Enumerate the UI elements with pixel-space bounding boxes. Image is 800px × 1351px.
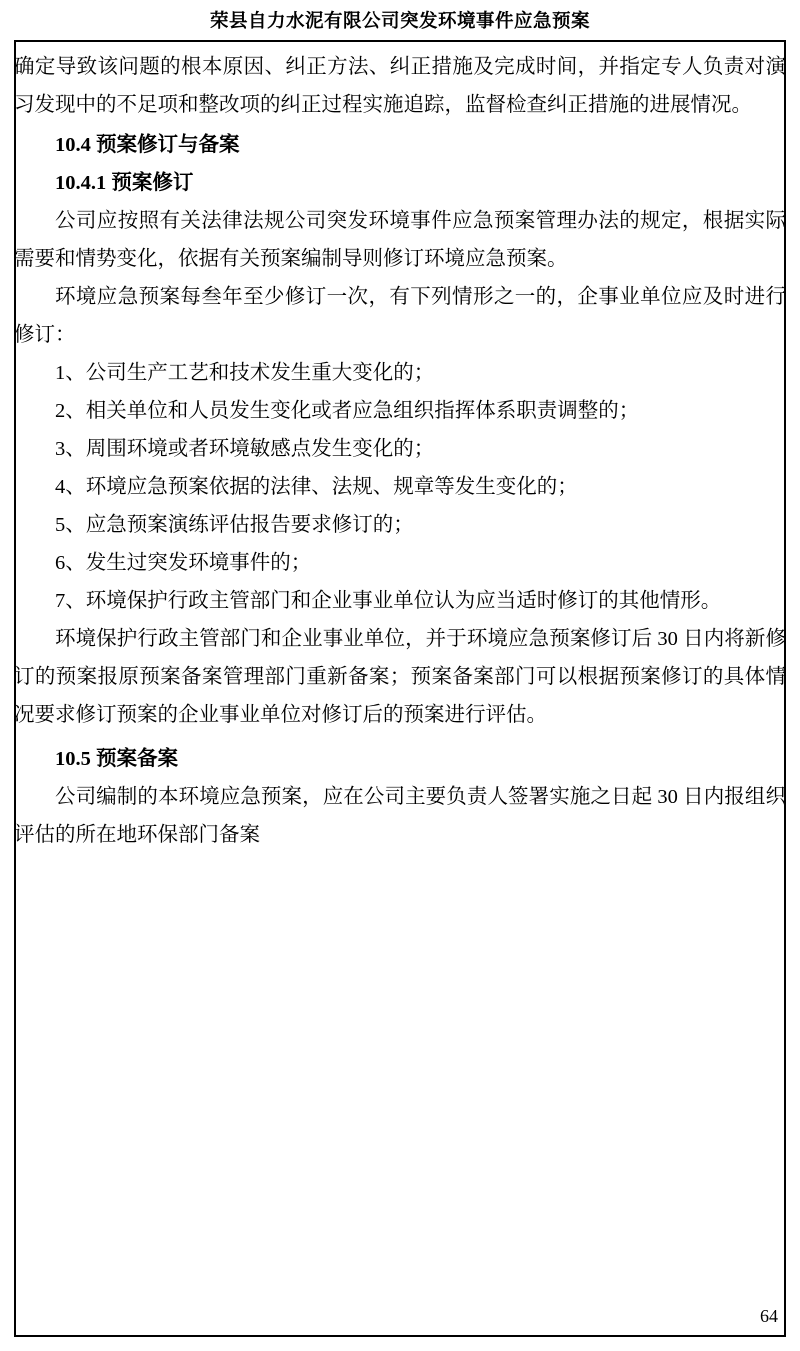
paragraph-1: 公司应按照有关法律法规公司突发环境事件应急预案管理办法的规定，根据实际需要和情势变化，依据有关预案编制导则修订环境应急预案。 [14, 210, 786, 270]
list-item: 5、应急预案演练评估报告要求修订的； [55, 514, 414, 536]
footer-divider [14, 1335, 786, 1337]
section-heading-10-4: 10.4 预案修订与备案 [55, 134, 240, 156]
list-item: 4、环境应急预案依据的法律、法规、规章等发生变化的； [55, 476, 578, 498]
page-number: 64 [760, 1306, 778, 1326]
page-header [0, 0, 800, 40]
paragraph-2: 环境应急预案每叁年至少修订一次，有下列情形之一的，企事业单位应及时进行修订： [14, 286, 786, 346]
document-body [14, 48, 786, 854]
section-heading-10-5: 10.5 预案备案 [55, 748, 178, 770]
header-divider [14, 40, 786, 42]
paragraph-4: 公司编制的本环境应急预案，应在公司主要负责人签署实施之日起 30 日内报组织评估的所在地环保部门备案 [14, 786, 786, 846]
header-title: 荣县自力水泥有限公司突发环境事件应急预案 [209, 12, 590, 32]
list-item: 6、发生过突发环境事件的； [55, 552, 312, 574]
list-item: 2、相关单位和人员发生变化或者应急组织指挥体系职责调整的； [55, 400, 640, 422]
section-heading-10-4-1: 10.4.1 预案修订 [55, 172, 194, 194]
paragraph-3: 环境保护行政主管部门和企业事业单位，并于环境应急预案修订后 30 日内将新修订的预案报原预案备案管理部门重新备案；预案备案部门可以根据预案修订的具体情况要求修订预案的企业事业单位对修订后的预案进行评估。 [14, 628, 786, 726]
list-item: 7、环境保护行政主管部门和企业事业单位认为应当适时修订的其他情形。 [55, 590, 722, 612]
list-item: 3、周围环境或者环境敏感点发生变化的； [55, 438, 435, 460]
list-item: 1、公司生产工艺和技术发生重大变化的； [55, 362, 435, 384]
opening-paragraph: 确定导致该问题的根本原因、纠正方法、纠正措施及完成时间，并指定专人负责对演习发现中的不足项和整改项的纠正过程实施追踪，监督检查纠正措施的进展情况。 [14, 56, 786, 116]
